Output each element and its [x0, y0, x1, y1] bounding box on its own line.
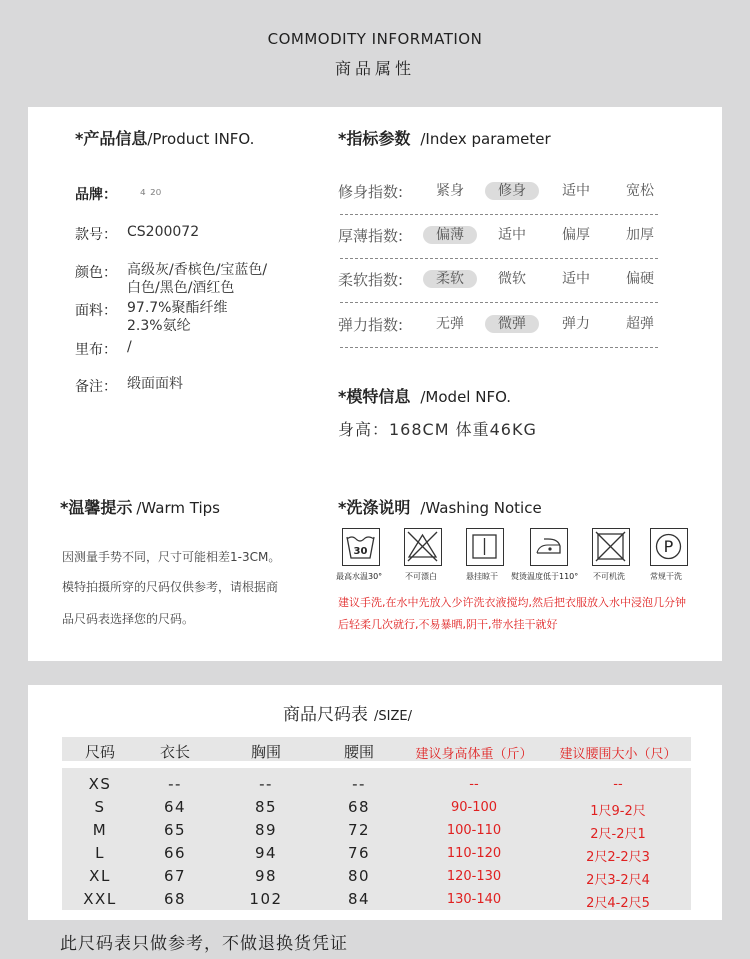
note-label: 备注：	[75, 379, 117, 395]
size-header-waist: 腰围	[343, 743, 374, 761]
wash-caption-2: 不可漂白	[405, 572, 437, 581]
index-option-selected: 柔软	[423, 270, 477, 288]
wash-30-icon	[342, 528, 380, 566]
warm-tips-title: *温馨提示 /Warm Tips	[60, 498, 220, 517]
index-option: 偏厚	[562, 227, 590, 243]
size-table-cell: 1尺9-2尺	[590, 804, 646, 819]
size-table-cell: 2尺2-2尺3	[586, 850, 650, 865]
tips-line-3: 品尺码表选择您的尺码。	[62, 612, 195, 626]
fabric-label: 面料：	[75, 303, 117, 319]
index-option: 弹力	[562, 316, 590, 332]
size-table-cell: 66	[163, 844, 187, 862]
lining-value: /	[127, 339, 132, 355]
size-table-cell: 120-130	[446, 869, 502, 884]
index-option: 偏硬	[626, 271, 654, 287]
index-row-divider	[340, 302, 658, 303]
color-label: 颜色：	[75, 265, 117, 281]
index-option: 适中	[498, 227, 526, 243]
header-title-cn: 商品属性	[334, 59, 415, 78]
size-table-cell: S	[94, 798, 106, 816]
size-table-cell: 72	[347, 821, 371, 839]
size-header-bust: 胸围	[250, 743, 281, 761]
size-table-cell: 68	[163, 890, 187, 908]
model-info-text: 身高：168CM 体重46KG	[338, 420, 537, 439]
wash-caption-1: 最高水温30°	[336, 572, 383, 581]
size-table-cell: XL	[89, 867, 111, 885]
size-table-cell: 64	[163, 798, 187, 816]
fabric-value-line1: 97.7%聚酯纤维	[127, 300, 228, 316]
dry-clean-icon	[650, 528, 688, 566]
size-table-cell: 98	[254, 867, 278, 885]
brand-label: 品牌：	[75, 187, 117, 203]
size-table-cell: --	[469, 777, 479, 792]
size-table-cell: 65	[163, 821, 187, 839]
hang-dry-icon	[466, 528, 504, 566]
index-option: 加厚	[626, 227, 654, 243]
washing-note-line-1: 建议手洗,在水中先放入少许洗衣液搅均,然后把衣服放入水中浸泡几分钟	[338, 596, 686, 609]
index-option-selected: 微弹	[485, 315, 539, 333]
size-table-cell: 85	[254, 798, 278, 816]
index-option-selected: 修身	[485, 182, 539, 200]
note-value: 缎面面料	[127, 376, 183, 392]
size-table-cell: 68	[347, 798, 371, 816]
style-label: 款号：	[75, 227, 117, 243]
size-table-footnote: 此尺码表只做参考，不做退换货凭证	[60, 934, 348, 954]
size-table-cell: 90-100	[450, 800, 498, 815]
brand-value: ₄ ₂₀	[140, 183, 162, 199]
style-value: CS200072	[127, 224, 200, 240]
size-table-cell: 2尺4-2尺5	[586, 896, 650, 911]
no-machine-wash-icon	[592, 528, 630, 566]
index-row-divider	[340, 214, 658, 215]
index-option: 适中	[562, 183, 590, 199]
index-row-divider	[340, 347, 658, 348]
svg-text:P: P	[663, 537, 674, 556]
index-row-divider	[340, 258, 658, 259]
size-table-cell: 130-140	[446, 892, 502, 907]
index-option: 超弹	[626, 316, 654, 332]
index-row-label: 厚薄指数:	[338, 227, 404, 245]
product-info-title: *产品信息/Product INFO.	[75, 129, 255, 148]
index-option: 微软	[498, 271, 526, 287]
index-row-label: 修身指数:	[338, 183, 404, 201]
no-bleach-icon	[404, 528, 442, 566]
tips-line-1: 因测量手势不同，尺寸可能相差1-3CM。	[62, 550, 281, 564]
size-table-cell: 84	[347, 890, 371, 908]
size-table-cell: 100-110	[446, 823, 502, 838]
size-table-cell: 2尺3-2尺4	[586, 873, 650, 888]
index-option: 适中	[562, 271, 590, 287]
size-header-length: 衣长	[159, 743, 190, 761]
index-option: 无弹	[436, 316, 464, 332]
color-value-line1: 高级灰/香槟色/宝蓝色/	[127, 262, 268, 278]
index-row-label: 柔软指数:	[338, 271, 404, 289]
size-table-cell: --	[259, 775, 273, 793]
size-header-size: 尺码	[84, 743, 115, 761]
size-table-cell: 76	[347, 844, 371, 862]
lining-label: 里布：	[75, 342, 117, 358]
size-table-cell: --	[613, 777, 623, 792]
index-row-label: 弹力指数:	[338, 316, 404, 334]
index-option: 宽松	[626, 183, 654, 199]
size-table-cell: 2尺-2尺1	[590, 827, 646, 842]
index-param-title: *指标参数 /Index parameter	[338, 129, 551, 148]
size-table-cell: 102	[249, 890, 283, 908]
fabric-value-line2: 2.3%氨纶	[127, 318, 191, 334]
tips-line-2: 模特拍摄所穿的尺码仅供参考，请根据商	[62, 580, 279, 594]
size-table-cell: 94	[254, 844, 278, 862]
size-table-cell: --	[168, 775, 182, 793]
size-table-cell: 110-120	[446, 846, 502, 861]
size-table-cell: XS	[88, 775, 112, 793]
wash-caption-6: 常规干洗	[650, 572, 682, 581]
size-header-height-weight: 建议身高体重（斤）	[415, 747, 533, 762]
washing-note-line-2: 后轻柔几次就行,不易暴晒,阴干,带水挂干就好	[338, 618, 558, 631]
size-table-cell: --	[352, 775, 366, 793]
index-option-selected: 偏薄	[423, 226, 477, 244]
color-value-line2: 白色/黑色/酒红色	[127, 280, 235, 296]
index-option: 紧身	[436, 183, 464, 199]
iron-low-icon	[530, 528, 568, 566]
size-table-title: 商品尺码表 /SIZE/	[283, 705, 412, 725]
header-title-en: COMMODITY INFORMATION	[267, 30, 483, 48]
wash-caption-3: 悬挂晾干	[466, 572, 498, 581]
model-info-title: *模特信息 /Model NFO.	[338, 387, 512, 406]
size-table-cell: 89	[254, 821, 278, 839]
size-table-cell: 67	[163, 867, 187, 885]
size-header-waist-size: 建议腰围大小（尺）	[559, 747, 677, 762]
size-table-cell: 80	[347, 867, 371, 885]
size-table-cell: XXL	[83, 890, 117, 908]
washing-notice-title: *洗涤说明 /Washing Notice	[338, 498, 542, 517]
size-table-cell: M	[92, 821, 108, 839]
svg-text:30: 30	[353, 546, 368, 557]
wash-caption-5: 不可机洗	[593, 572, 625, 581]
size-table-cell: L	[95, 844, 105, 862]
wash-caption-4: 熨烫温度低于110°	[511, 572, 579, 581]
